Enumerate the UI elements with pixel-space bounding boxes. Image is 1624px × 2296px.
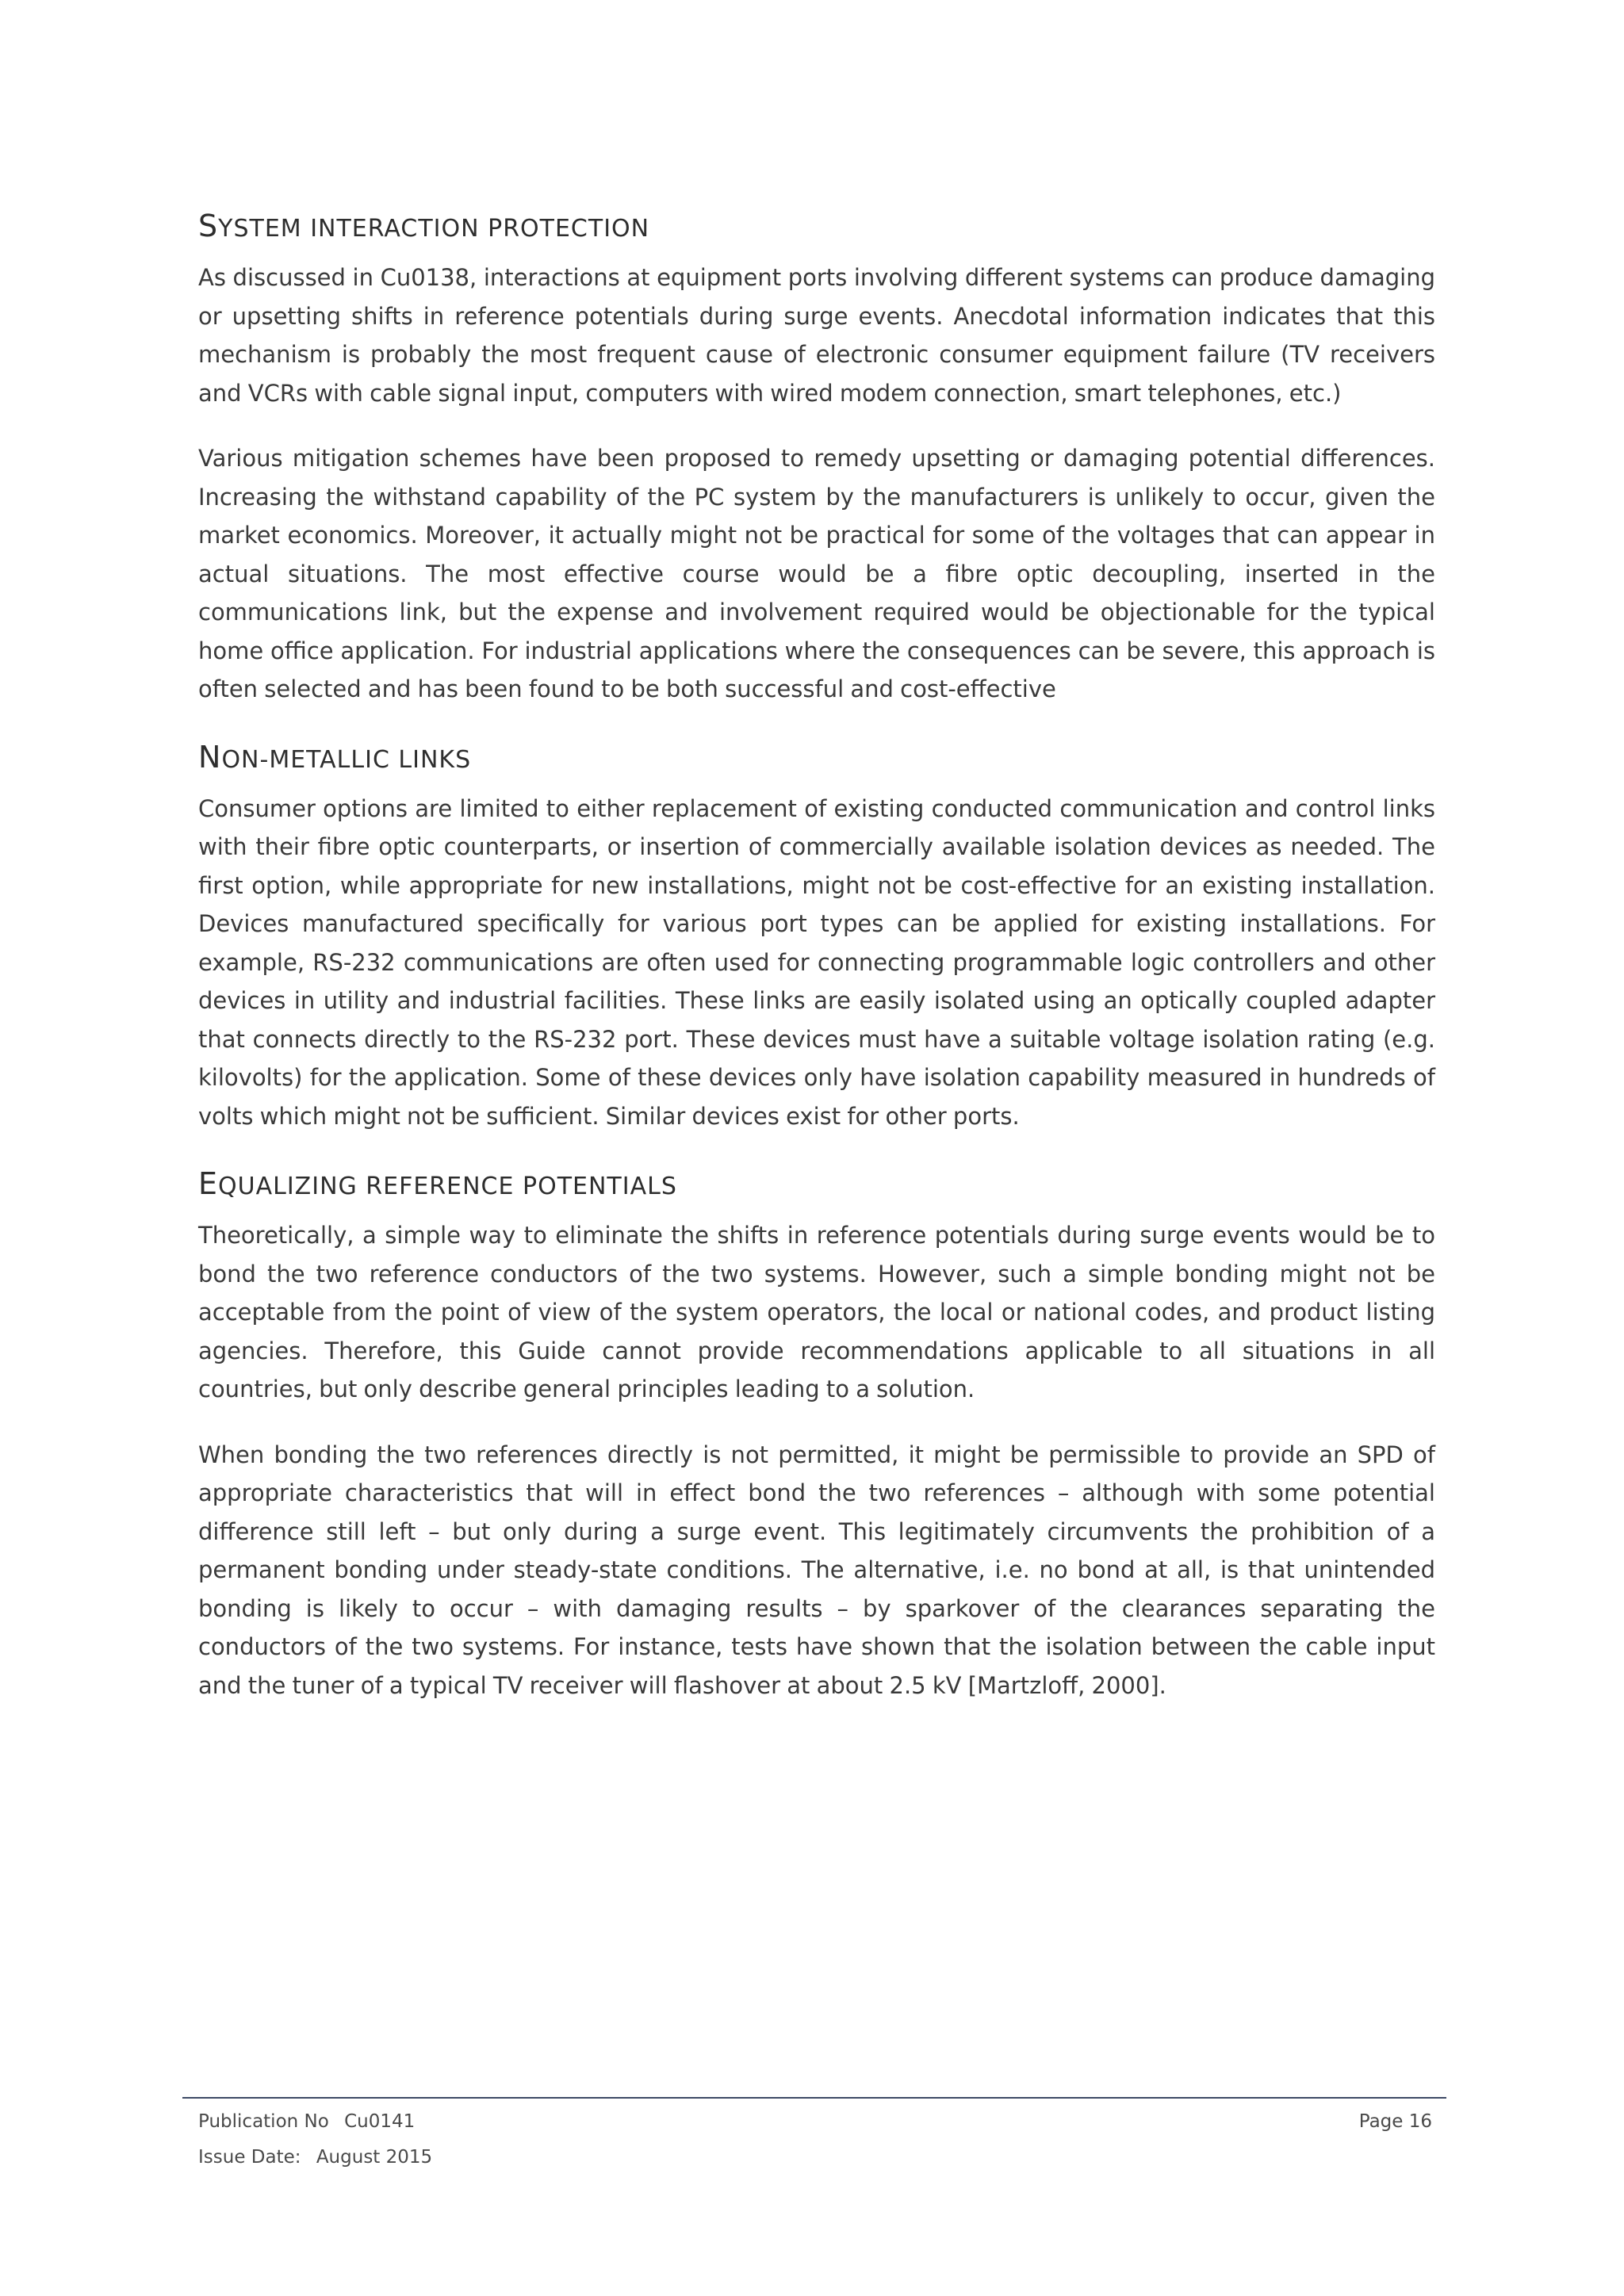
paragraph: Theoretically, a simple way to eliminate the shifts in reference potentials during surge events would be to bond the two reference conductors of the two systems. However, such a simple bonding might not be acceptable from the point of view of the system operators, the local or national codes, and product listing agencies. Therefore, this Guide cannot provide recommendations applicable to all situations in all countries, but only describe general principles leading to a solution. xyxy=(198,1222,1435,1402)
paragraph: Consumer options are limited to either replacement of existing conducted communication and control links with their fibre optic counterparts, or insertion of commercially available isolation devices as needed. The first option, while appropriate for new installations, might not be cost-effective for an existing installation. Devices manufactured specifically for various port types can be applied for existing installations. For example, RS-232 communications are often used for connecting programmable logic controllers and other devices in utility and industrial facilities. These links are easily isolated using an optically coupled adapter that connects directly to the RS-232 port. These devices must have a suitable voltage isolation rating (e.g. kilovolts) for the application. Some of these devices only have isolation capability measured in hundreds of volts which might not be sufficient. Similar devices exist for other ports. xyxy=(198,794,1435,1130)
heading-initial: S xyxy=(198,209,219,243)
footer-divider xyxy=(182,2097,1446,2099)
footer-row-issue xyxy=(198,2140,1432,2175)
publication-number: Cu0141 xyxy=(344,2111,416,2132)
publication-info xyxy=(198,2104,415,2140)
issue-date: August 2015 xyxy=(316,2147,433,2168)
publication-label: Publication No xyxy=(198,2111,329,2132)
paragraph: Various mitigation schemes have been proposed to remedy upsetting or damaging potential differences. Increasing the withstand capability of the PC system by the manufacturers is unlikely to occur, given the market economics. Moreover, it actually might not be practical for some of the voltages that can appear in actual situations. The most effective course would be a fibre optic decoupling, inserted in the communications link, but the expense and involvement required would be objectionable for the typical home office application. For industrial applications where the consequences can be severe, this approach is often selected and has been found to be both successful and cost-effective xyxy=(198,445,1435,702)
paragraph: As discussed in Cu0138, interactions at equipment ports involving different systems can produce damaging or upsetting shifts in reference potentials during surge events. Anecdotal information indicates that this mechanism is probably the most frequent cause of electronic consumer equipment failure (TV receivers and VCRs with cable signal input, computers with wired modem connection, smart telephones, etc.) xyxy=(198,264,1435,407)
paragraph: When bonding the two references directly is not permitted, it might be permissible to provide an SPD of appropriate characteristics that will in effect bond the two references – although with some potential difference still left – but only during a surge event. This legitimately circumvents the prohibition of a permanent bonding under steady-state conditions. The alternative, i.e. no bond at all, is that unintended bonding is likely to occur – with damaging results – by sparkover of the clearances separating the conductors of the two systems. For instance, tests have shown that the isolation between the cable input and the tuner of a typical TV receiver will flashover at about 2.5 kV [Martzloff, 2000]. xyxy=(198,1441,1435,1699)
heading-text: ON-METALLIC LINKS xyxy=(221,745,472,774)
heading-text: QUALIZING REFERENCE POTENTIALS xyxy=(218,1173,677,1200)
page-footer xyxy=(198,2104,1432,2175)
section-equalizing-reference-potentials xyxy=(198,1162,1435,1705)
footer-row-publication xyxy=(198,2104,1432,2140)
heading-initial: E xyxy=(198,1166,219,1201)
heading-text: YSTEM INTERACTION PROTECTION xyxy=(218,215,650,243)
section-heading xyxy=(198,1162,1435,1208)
heading-initial: N xyxy=(198,739,222,775)
issue-date-label: Issue Date: xyxy=(198,2147,301,2168)
section-system-interaction-protection xyxy=(198,205,1435,709)
section-heading xyxy=(198,205,1435,251)
page-content xyxy=(198,205,1435,1732)
issue-info xyxy=(198,2140,432,2175)
page-number: Page 16 xyxy=(1358,2111,1432,2132)
section-non-metallic-links xyxy=(198,736,1435,1136)
section-heading xyxy=(198,736,1435,782)
